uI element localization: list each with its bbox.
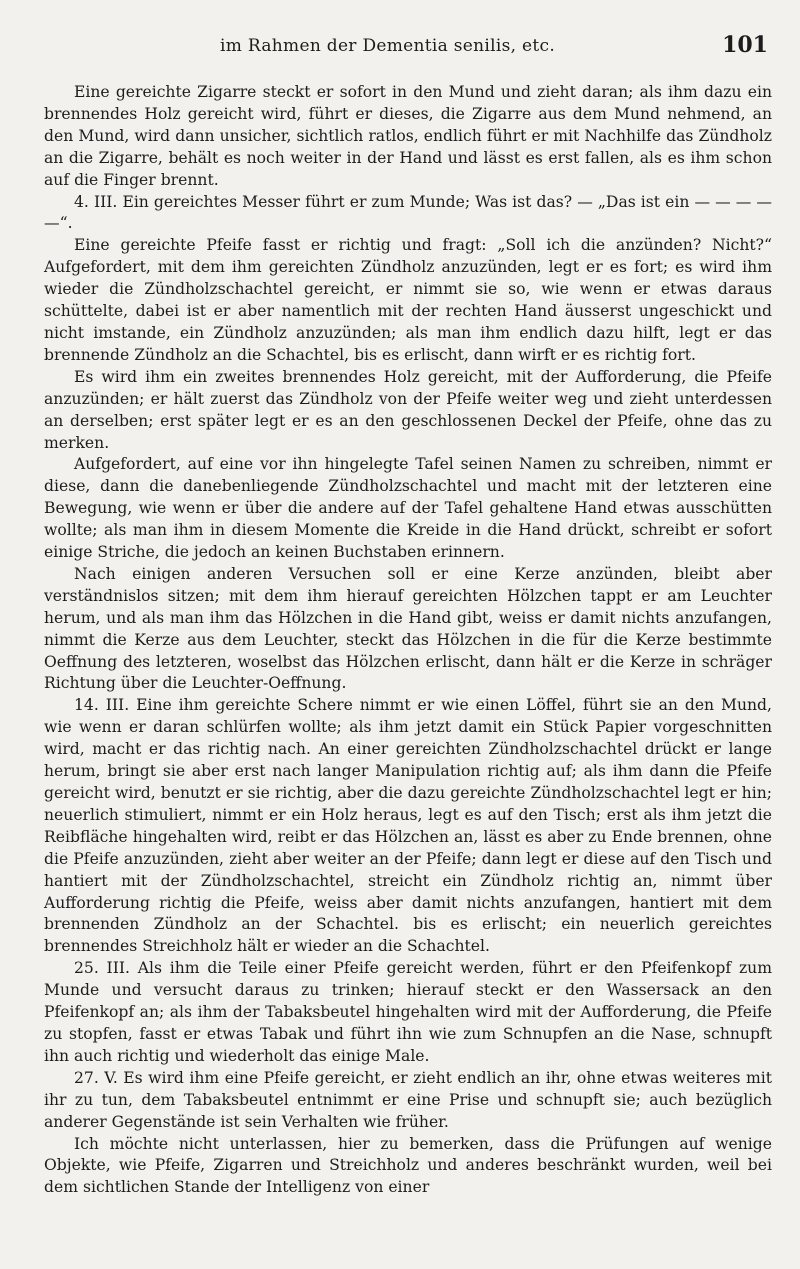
paragraph-slate: Aufgefordert, auf eine vor ihn hingelegte Tafel seinen Namen zu schreiben, nimmt er diese, dann die danebenliegende Zündholzschachtel und macht mit der letzteren eine Bewegung, wie wenn er über die andere auf der Tafel gehaltene Hand etwas ausschütten wollte; als man ihm in diesem Momente die Kreide in die Hand drückt, schreibt er sofort einige Striche, die jedoch an keinen Buchstaben erinnern. xyxy=(44,455,772,562)
paragraph-may-entry: 27. V. Es wird ihm eine Pfeife gereicht, er zieht endlich an ihr, ohne etwas weiteres mit ihr zu tun, dem Tabaksbeutel entnimmt er eine Prise und schnupft sie; auch bezüglich anderer Gegenstände ist sein Verhalten wie früher. xyxy=(44,1068,772,1131)
paragraph-candle: Nach einigen anderen Versuchen soll er eine Kerze anzünden, bleibt aber verständnislos sitzen; mit dem ihm hierauf gereichten Hölzchen tappt er am Leuchter herum, und als man ihm das Hölzchen in die Hand gibt, weiss er damit nichts anzufangen, nimmt die Kerze aus dem Leuchter, steckt das Hölzchen in die für die Kerze bestimmte Oeffnung des letzteren, woselbst das Hölzchen erlischt, dann hält er die Kerze in schräger Richtung über die Leuchter-Oeffnung. xyxy=(44,564,772,693)
paragraph-pipe-parts: 25. III. Als ihm die Teile einer Pfeife gereicht werden, führt er den Pfeifenkopf zum Munde und versucht daraus zu trinken; hierauf steckt er den Wassersack an den Pfeifenkopf an; als ihm der Tabaksbeutel hingehalten wird mit der Aufforderung, die Pfeife zu stopfen, fasst er etwas Tabak und führt ihn wie zum Schnupfen an die Nase, schnupft ihn auch richtig und wiederholt das einige Male. xyxy=(44,959,772,1065)
running-head xyxy=(44,34,772,64)
page-number: 101 xyxy=(722,32,768,58)
running-title: im Rahmen der Dementia senilis, etc. xyxy=(220,36,556,56)
paragraph-knife: 4. III. Ein gereichtes Messer führt er zum Munde; Was ist das? — „Das ist ein — — — — —“. xyxy=(44,192,772,233)
paragraph-second-match: Es wird ihm ein zweites brennendes Holz gereicht, mit der Aufforderung, die Pfeife anzuzünden; er hält zuerst das Zündholz von der Pfeife weiter weg und zieht unterdessen an derselben; erst später legt er es an den geschlossenen Deckel der Pfeife, ohne das zu merken. xyxy=(44,367,772,452)
paragraph-pipe: Eine gereichte Pfeife fasst er richtig und fragt: „Soll ich die anzünden? Nicht?“ Aufgefordert, mit dem ihm gereichten Zündholz anzuzünden, legt er es fort; es wird ihm wieder die Zündholzschachtel gereicht, er nimmt sie so, wie wenn er etwas daraus schüttelte, dabei ist er aber namentlich mit der rechten Hand äusserst ungeschickt und nicht imstande, ein Zündholz anzuzünden; als man ihm endlich dazu hilft, legt er das brennende Zündholz an die Schachtel, bis es erlischt, dann wirft er es richtig fort. xyxy=(44,236,772,364)
body-text xyxy=(44,82,772,1199)
paragraph-remark: Ich möchte nicht unterlassen, hier zu bemerken, dass die Prüfungen auf wenige Objekte, wie Pfeife, Zigarren und Streichholz und anderes beschränkt wurden, weil bei dem sichtlichen Stande der Intelligenz von einer xyxy=(44,1134,772,1197)
paragraph-scissors: 14. III. Eine ihm gereichte Schere nimmt er wie einen Löffel, führt sie an den Mund, wie wenn er daran schlürfen wollte; als ihm jetzt damit ein Stück Papier vorgeschnitten wird, macht er das richtig nach. An einer gereichten Zündholzschachtel drückt er lange herum, bringt sie aber erst nach langer Manipulation richtig auf; als ihm dann die Pfeife gereicht wird, benutzt er sie richtig, aber die dazu gereichte Zündholzschachtel legt er hin; neuerlich stimuliert, nimmt er ein Holz heraus, legt es auf den Tisch; erst als ihm jetzt die Reibfläche hingehalten wird, reibt er das Hölzchen an, lässt es aber zu Ende brennen, ohne die Pfeife anzuzünden, zieht aber weiter an der Pfeife; dann legt er diese auf den Tisch und hantiert mit der Zündholzschachtel, streicht ein Zündholz richtig an, nimmt über Aufforderung richtig die Pfeife, weiss aber damit nichts anzufangen, hantiert mit dem brennenden Zündholz an der Schachtel. bis es erlischt; ein neuerlich gereichtes brennendes Streichholz hält er wieder an die Schachtel. xyxy=(44,696,772,956)
paragraph-cigar: Eine gereichte Zigarre steckt er sofort in den Mund und zieht daran; als ihm dazu ein brennendes Holz gereicht wird, führt er dieses, die Zigarre aus dem Mund nehmend, an den Mund, wird dann unsicher, sichtlich ratlos, endlich führt er mit Nachhilfe das Zündholz an die Zigarre, behält es noch weiter in der Hand und lässt es erst fallen, als es ihm schon auf die Finger brennt. xyxy=(44,83,772,189)
